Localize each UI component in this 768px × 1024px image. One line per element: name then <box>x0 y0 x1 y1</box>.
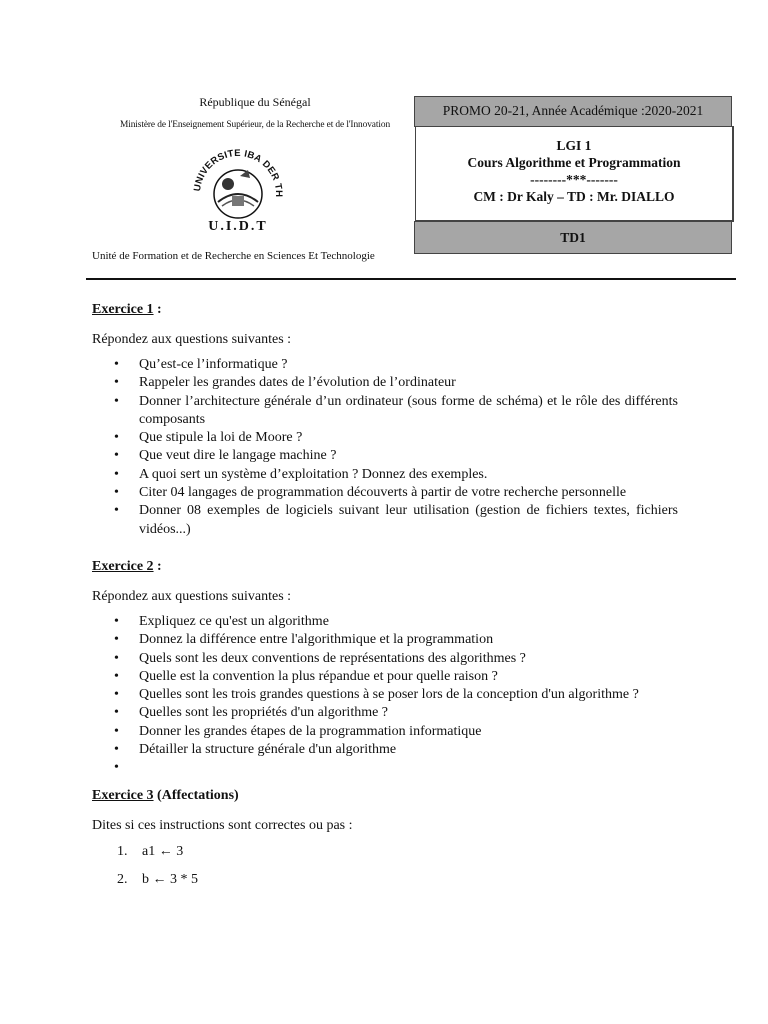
exercice-3-title: Exercice 3 (Affectations) <box>92 787 239 803</box>
list-item: • Quelles sont les propriétés d'un algorithme ? <box>92 704 678 722</box>
list-item: • Donnez la différence entre l'algorithmique et la programmation <box>92 631 678 649</box>
list-item: • Donner l’architecture générale d’un ordinateur (sous forme de schéma) et le rôle des différents composants <box>92 393 678 430</box>
exercice-2-title: Exercice 2 : <box>92 558 162 574</box>
exercice-1-title: Exercice 1 : <box>92 302 162 317</box>
university-logo <box>188 142 288 236</box>
republique-text: République du Sénégal <box>199 95 311 109</box>
exercice-1-intro: Répondez aux questions suivantes : <box>92 332 292 347</box>
exercice-1-list <box>92 356 678 539</box>
exercice-3-list <box>92 842 678 890</box>
course-separator: --------***------- <box>530 172 618 187</box>
list-item: • Que veut dire le langage machine ? <box>92 447 678 465</box>
numbered-item: 2. b ← 3 * 5 <box>117 871 198 887</box>
list-item: • Que stipule la loi de Moore ? <box>92 429 678 447</box>
list-item: • Rappeler les grandes dates de l’évolution de l’ordinateur <box>92 374 678 392</box>
university-seal-icon <box>188 142 288 236</box>
ufr-text: Unité de Formation et de Recherche en Sciences Et Technologie <box>92 250 375 262</box>
list-item: • Expliquez ce qu'est un algorithme <box>92 613 678 631</box>
list-item: • Détailler la structure générale d'un algorithme <box>92 741 678 759</box>
exercice-2-list <box>92 613 678 778</box>
logo-text-bottom: U.I.D.T <box>208 219 268 234</box>
list-item: • Qu’est-ce l’informatique ? <box>92 356 678 374</box>
logo-text-top: UNIVERSITE IBA DER TH <box>192 147 285 198</box>
list-item: • Quelle est la convention la plus répandue et pour quelle raison ? <box>92 668 678 686</box>
list-item: • Quels sont les deux conventions de représentations des algorithmes ? <box>92 650 678 668</box>
course-level: LGI 1 <box>556 138 592 153</box>
list-item-empty <box>92 759 678 777</box>
course-teachers: CM : Dr Kaly – TD : Mr. DIALLO <box>473 189 675 204</box>
list-item: • Donner 08 exemples de logiciels suivant leur utilisation (gestion de fichiers textes, fichiers vidéos...) <box>92 502 678 539</box>
ministere-text: Ministère de l'Enseignement Supérieur, de la Recherche et de l'Innovation <box>119 120 391 130</box>
promo-box: PROMO 20-21, Année Académique :2020-2021 <box>414 96 732 127</box>
td-label-box: TD1 <box>414 221 732 254</box>
course-title: Cours Algorithme et Programmation <box>467 155 681 170</box>
list-item: • Donner les grandes étapes de la programmation informatique <box>92 723 678 741</box>
course-box <box>415 126 734 222</box>
header-divider <box>86 278 736 280</box>
exercice-3-intro: Dites si ces instructions sont correctes ou pas : <box>92 817 353 833</box>
list-item: • Quelles sont les trois grandes questions à se poser lors de la conception d'un algorithme ? <box>92 686 678 704</box>
list-item: • Citer 04 langages de programmation découverts à partir de votre recherche personnelle <box>92 484 678 502</box>
document-body <box>92 300 678 898</box>
numbered-item: 1. a1 ← 3 <box>117 843 184 859</box>
list-item: • A quoi sert un système d’exploitation ? Donnez des exemples. <box>92 466 678 484</box>
exercice-2-intro: Répondez aux questions suivantes : <box>92 588 292 604</box>
